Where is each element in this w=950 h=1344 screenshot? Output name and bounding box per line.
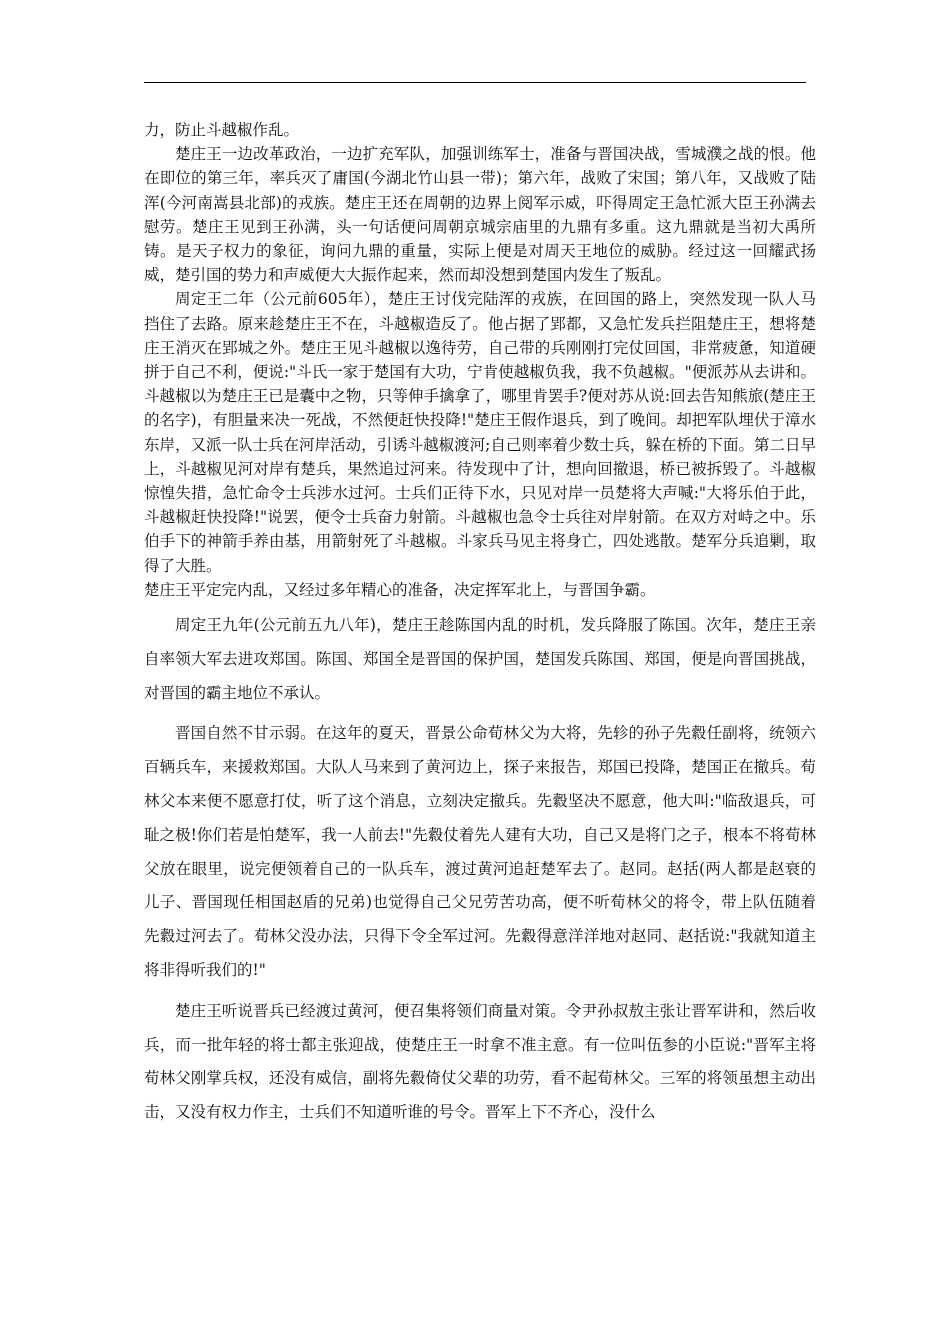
dense-text-block bbox=[144, 118, 816, 602]
paragraph: 楚庄王听说晋兵已经渡过黄河，便召集将领们商量对策。令尹孙叔敖主张让晋军讲和，然后收兵，而一批年轻的将士都主张迎战，使楚庄王一时拿不准主意。有一位叫伍参的小臣说:"晋军主将荀林父刚掌兵权，还没有威信，副将先縠倚仗父辈的功劳，看不起荀林父。三军的将领虽想主动出击，又没有权力作主，士兵们不知道听谁的号令。晋军上下不齐心，没什么 bbox=[144, 1001, 816, 1122]
paragraph: 晋国自然不甘示弱。在这年的夏天，晋景公命荀林父为大将，先轸的孙子先縠任副将，统领六百辆兵车，来援救郑国。大队人马来到了黄河边上，探子来报告，郑国已投降，楚国正在撤兵。荀林父本来便不愿意打仗，听了这个消息，立刻决定撤兵。先縠坚决不愿意，他大叫:"临敌退兵，可耻之极!你们若是怕楚军，我一人前去!"先縠仗着先人建有大功，自己又是将门之子，根本不将荀林父放在眼里，说完便领着自己的一队兵车，渡过黄河追赶楚军去了。赵同。赵括(两人都是赵衰的儿子、晋国现任相国赵盾的兄弟)也觉得自己父兄劳苦功高，便不听荀林父的将令，带上队伍随着先縠过河去了。荀林父没办法，只得下令全军过河。先縠得意洋洋地对赵同、赵括说:"我就知道主将非得听我们的!" bbox=[144, 724, 816, 980]
document-body bbox=[144, 118, 816, 1130]
spaced-text-block bbox=[144, 609, 816, 1130]
paragraph: 楚庄王平定完内乱，又经过多年精心的准备，决定挥军北上，与晋国争霸。 bbox=[144, 580, 656, 599]
paragraph-continuation: 力，防止斗越椒作乱。 bbox=[144, 121, 300, 139]
paragraph: 楚庄王一边改革政治，一边扩充军队，加强训练军士，准备与晋国决战，雪城濮之战的恨。他在即位的第三年，率兵灭了庸国(今湖北竹山县一带)；第六年，战败了宋国；第八年，又战败了陆浑(今河南嵩县北部)的戎族。楚庄王还在周朝的边界上阅军示威，吓得周定王急忙派大臣王孙满去慰劳。楚庄王见到王孙满，头一句话便问周朝京城宗庙里的九鼎有多重。这九鼎就是当初大禹所铸。是天子权力的象征，询问九鼎的重量，实际上便是对周天王地位的威胁。经过这一回耀武扬威，楚引国的势力和声威便大大振作起来，然而却没想到楚国内发生了叛乱。 bbox=[144, 145, 816, 285]
paragraph: 周定王二年（公元前605年），楚庄王讨伐完陆浑的戎族，在回国的路上，突然发现一队人马挡住了去路。原来趁楚庄王不在，斗越椒造反了。他占据了郢都，又急忙发兵拦阻楚庄王，想将楚庄王消灭在郢城之外。楚庄王见斗越椒以逸待劳，自己带的兵刚刚打完仗回国，非常疲惫，知道硬拼于自己不利，便说:"斗氏一家于楚国有大功，宁肯使越椒负我，我不负越椒。"便派苏从去讲和。斗越椒以为楚庄王已是囊中之物，只等伸手擒拿了，哪里肯罢手?便对苏从说:回去告知熊旅(楚庄王的名字)，有胆量来决一死战，不然便赶快投降!"楚庄王假作退兵，到了晚间。却把军队埋伏于漳水东岸，又派一队士兵在河岸活动，引诱斗越椒渡河;自己则率着少数士兵，躲在桥的下面。第二日早上，斗越椒见河对岸有楚兵，果然追过河来。待发现中了计，想向回撤退，桥已被拆毁了。斗越椒惊惶失措，急忙命令士兵涉水过河。士兵们正待下水，只见对岸一员楚将大声喊:"大将乐伯于此，斗越椒赶快投降!"说罢，便令士兵奋力射箭。斗越椒也急令士兵往对岸射箭。在双方对峙之中。乐伯手下的神箭手养由基，用箭射死了斗越椒。斗家兵马见主将身亡，四处逃散。楚军分兵追剿，取得了大胜。 bbox=[144, 290, 816, 575]
paragraph: 周定王九年(公元前五九八年)，楚庄王趁陈国内乱的时机，发兵降服了陈国。次年，楚庄王亲自率领大军去进攻郑国。陈国、郑国全是晋国的保护国，楚国发兵陈国、郑国，便是向晋国挑战，对晋国的霸主地位不承认。 bbox=[144, 616, 816, 702]
header-rule bbox=[144, 82, 806, 83]
